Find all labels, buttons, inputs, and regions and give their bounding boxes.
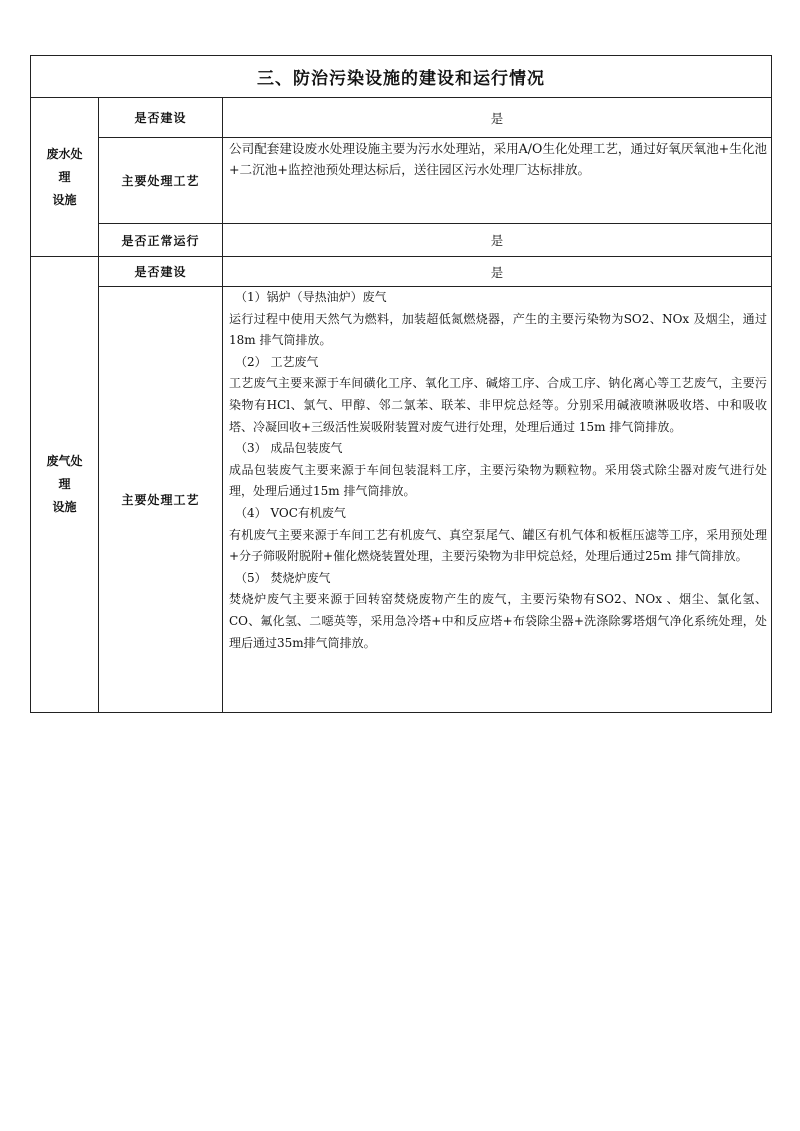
wastegas-process-row xyxy=(31,287,772,713)
pollution-facilities-table xyxy=(30,55,772,713)
process-paragraph: 运行过程中使用天然气为燃料，加装超低氮燃烧器，产生的主要污染物为SO2、NOx 及烟尘，通过18m 排气筒排放。 xyxy=(229,311,768,348)
process-paragraph: 有机废气主要来源于车间工艺有机废气、真空泵尾气、罐区有机气体和板框压滤等工序，采用预处理+分子筛吸附脱附+催化燃烧装置处理，主要污染物为非甲烷总烃，处理后通过25m 排气筒排放。 xyxy=(229,527,768,564)
wastewater-running-value: 是 xyxy=(223,224,772,257)
process-paragraph: 工艺废气主要来源于车间磺化工序、氧化工序、碱熔工序、合成工序、钠化离心等工艺废气，主要污染物有HCl、氯气、甲醇、邻二氯苯、联苯、非甲烷总烃等。分别采用碱液喷淋吸收塔、中和吸收塔、冷凝回收+三级活性炭吸附装置对废气进行处理，处理后通过 15m 排气筒排放。 xyxy=(229,376,768,434)
wastewater-process-text: 公司配套建设废水处理设施主要为污水处理站，采用A/O生化处理工艺，通过好氧厌氧池+生化池+二沉池+监控池预处理达标后，送往园区污水处理厂达标排放。 xyxy=(223,138,772,224)
wastewater-built-label: 是否建设 xyxy=(99,98,223,138)
wastewater-running-row xyxy=(31,224,772,257)
wastewater-running-label: 是否正常运行 xyxy=(99,224,223,257)
group-label-line: 设施 xyxy=(52,192,77,207)
section-title: 三、防治污染设施的建设和运行情况 xyxy=(31,56,772,98)
group-label-line: 废水处 xyxy=(46,146,83,161)
title-row xyxy=(31,56,772,98)
wastewater-built-row xyxy=(31,98,772,138)
wastewater-group-label xyxy=(31,98,99,257)
wastegas-process-content xyxy=(223,287,772,713)
wastegas-built-row xyxy=(31,257,772,287)
group-label-line: 理 xyxy=(58,169,71,184)
process-heading: （5） 焚烧炉废气 xyxy=(235,570,331,585)
group-label-line: 设施 xyxy=(52,500,77,514)
process-heading: （3） 成品包装废气 xyxy=(235,441,343,456)
wastewater-process-label: 主要处理工艺 xyxy=(99,138,223,224)
group-label-line: 废气处 xyxy=(46,454,83,468)
wastewater-process-row xyxy=(31,138,772,224)
wastegas-process-label: 主要处理工艺 xyxy=(99,287,223,713)
process-paragraph: 焚烧炉废气主要来源于回转窑焚烧废物产生的废气，主要污染物有SO2、NOx 、烟尘、氯化氢、CO、氟化氢、二噁英等，采用急冷塔+中和反应塔+布袋除尘器+洗涤除雾塔烟气净化系统处理，处理后通过35m排气筒排放。 xyxy=(229,592,768,650)
group-label-line: 理 xyxy=(58,477,71,491)
wastegas-group-label xyxy=(31,257,99,713)
process-heading: （2） 工艺废气 xyxy=(235,354,319,369)
wastewater-built-value: 是 xyxy=(223,98,772,138)
process-heading: （4） VOC有机废气 xyxy=(235,505,346,520)
process-paragraph: 成品包装废气主要来源于车间包装混料工序，主要污染物为颗粒物。采用袋式除尘器对废气进行处理，处理后通过15m 排气筒排放。 xyxy=(229,462,768,499)
process-heading: （1）锅炉（导热油炉）废气 xyxy=(235,290,387,304)
wastegas-built-label: 是否建设 xyxy=(99,257,223,287)
wastegas-built-value: 是 xyxy=(223,257,772,287)
